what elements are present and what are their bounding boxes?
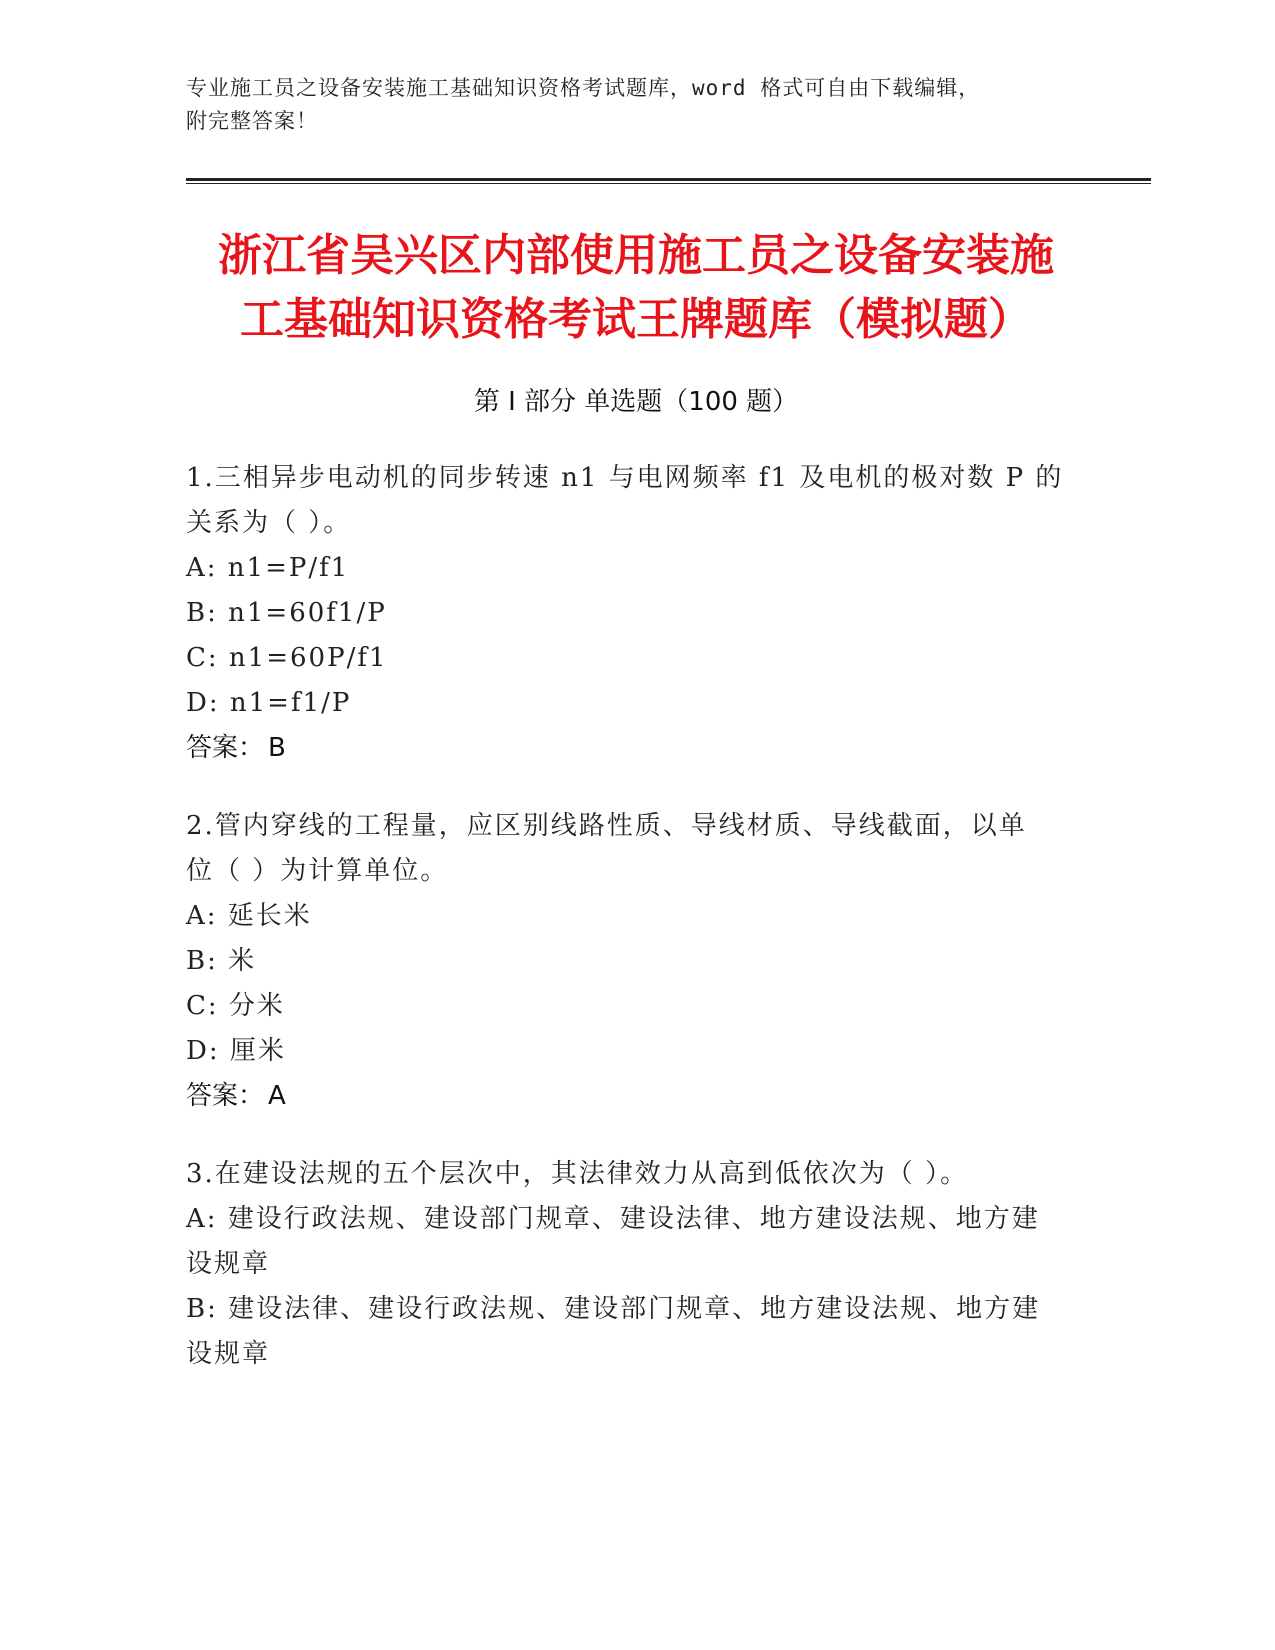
answer-1 [186,726,286,771]
question-3 [186,1152,1066,1377]
answer-value: B [268,733,286,763]
option-a: A: n1=P/f1 [186,553,350,583]
page-title-line1: 浙江省吴兴区内部使用施工员之设备安装施 [218,230,1054,281]
question-stem: 2.管内穿线的工程量，应区别线路性质、导线材质、导线截面，以单 [186,811,1027,841]
header-note-line2: 附完整答案！ [186,109,318,133]
question-stem: 关系为（ ）。 [186,508,352,538]
answer-label: 答案： [186,733,265,763]
option-b: B: n1=60f1/P [186,598,387,628]
option-d: D: 厘米 [186,1036,286,1066]
option-c: C: n1=60P/f1 [186,643,388,673]
question-stem: 位（ ）为计算单位。 [186,856,449,886]
question-stem: 3.在建设法规的五个层次中，其法律效力从高到低依次为（ ）。 [186,1159,969,1189]
option-b-line2: 设规章 [186,1339,271,1369]
option-a: A: 延长米 [186,901,312,931]
option-b: B: 米 [186,946,257,976]
question-2 [186,804,1066,1074]
answer-2 [186,1074,286,1119]
section-heading: 第 I 部分 单选题（100 题） [473,387,799,417]
option-d: D: n1=f1/P [186,688,352,718]
option-b-line1: B: 建设法律、建设行政法规、建设部门规章、地方建设法规、地方建 [186,1294,1041,1324]
page-title-line2: 工基础知识资格考试王牌题库（模拟题） [240,294,1032,345]
option-a-line1: A: 建设行政法规、建设部门规章、建设法律、地方建设法规、地方建 [186,1204,1040,1234]
page-title [186,224,1086,352]
option-a-line2: 设规章 [186,1249,271,1279]
answer-value: A [268,1081,286,1111]
header-note [186,72,1066,138]
answer-label: 答案： [186,1081,265,1111]
header-note-line1: 专业施工员之设备安装施工基础知识资格考试题库，word 格式可自由下载编辑， [186,76,981,100]
header-divider-thick [186,178,1151,181]
option-c: C: 分米 [186,991,285,1021]
question-1 [186,456,1066,726]
question-stem: 1.三相异步电动机的同步转速 n1 与电网频率 f1 及电机的极对数 P 的 [186,463,1064,493]
header-divider-thin [186,183,1151,184]
